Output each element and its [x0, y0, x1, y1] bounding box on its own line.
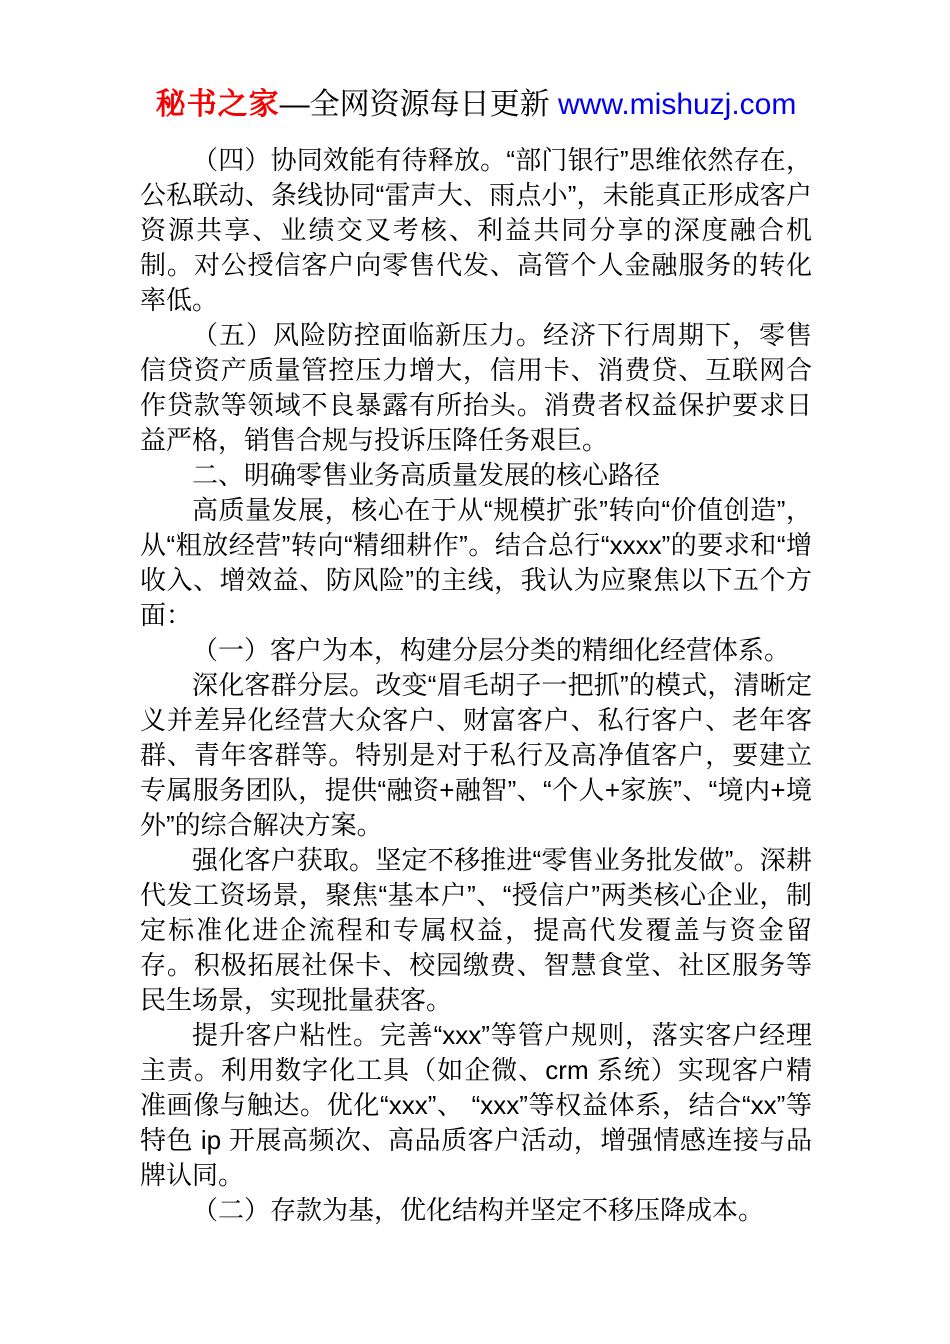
site-header	[140, 88, 812, 122]
site-brand: 秘书之家	[155, 88, 280, 121]
para-customer-stickiness: 提升客户粘性。完善“xxx”等管户规则，落实客户经理主责。利用数字化工具（如企微、crm 系统）实现客户精准画像与触达。优化“xxx”、 “xxx”等权益体系，结合“xx”等特色 ip 开展高频次、高品质客户活动，增强情感连接与品牌认同。	[140, 1020, 812, 1190]
para-customer-segmentation: 深化客群分层。改变“眉毛胡子一把抓”的模式，清晰定义并差异化经营大众客户、财富客户、私行客户、老年客群、青年客群等。特别是对于私行及高净值客户，要建立专属服务团队，提供“融资+融智”、“个人+家族”、“境内+境外”的综合解决方案。	[140, 670, 812, 840]
site-url[interactable]: www.mishuzj.com	[557, 88, 797, 121]
para-high-quality-development: 高质量发展，核心在于从“规模扩张”转向“价值创造”，从“粗放经营”转向“精细耕作”。结合总行“xxxx”的要求和“增收入、增效益、防风险”的主线，我认为应聚焦以下五个方面：	[140, 495, 812, 630]
para-5-risk-control: （五）风险防控面临新压力。经济下行周期下，零售信贷资产质量管控压力增大，信用卡、消费贷、互联网合作贷款等领域不良暴露有所抬头。消费者权益保护要求日益严格，销售合规与投诉压降任务艰巨。	[140, 320, 812, 455]
header-dash-separator: —	[279, 88, 310, 121]
para-customer-acquisition: 强化客户获取。坚定不移推进“零售业务批发做”。深耕代发工资场景，聚焦“基本户”、“授信户”两类核心企业，制定标准化进企流程和专属权益，提高代发覆盖与资金留存。积极拓展社保卡、校园缴费、智慧食堂、社区服务等民生场景，实现批量获客。	[140, 845, 812, 1015]
site-tagline: 全网资源每日更新	[309, 88, 558, 121]
heading-item-1-customer-first: （一）客户为本，构建分层分类的精细化经营体系。	[192, 635, 791, 665]
heading-item-2-deposits: （二）存款为基，优化结构并坚定不移压降成本。	[192, 1195, 765, 1225]
heading-section-2-core-path: 二、明确零售业务高质量发展的核心路径	[192, 460, 661, 490]
document-body	[140, 143, 812, 1228]
para-4-synergy: （四）协同效能有待释放。“部门银行”思维依然存在，公私联动、条线协同“雷声大、雨点小”，未能真正形成客户资源共享、业绩交叉考核、利益共同分享的深度融合机制。对公授信客户向零售代发、高管个人金融服务的转化率低。	[140, 145, 812, 315]
